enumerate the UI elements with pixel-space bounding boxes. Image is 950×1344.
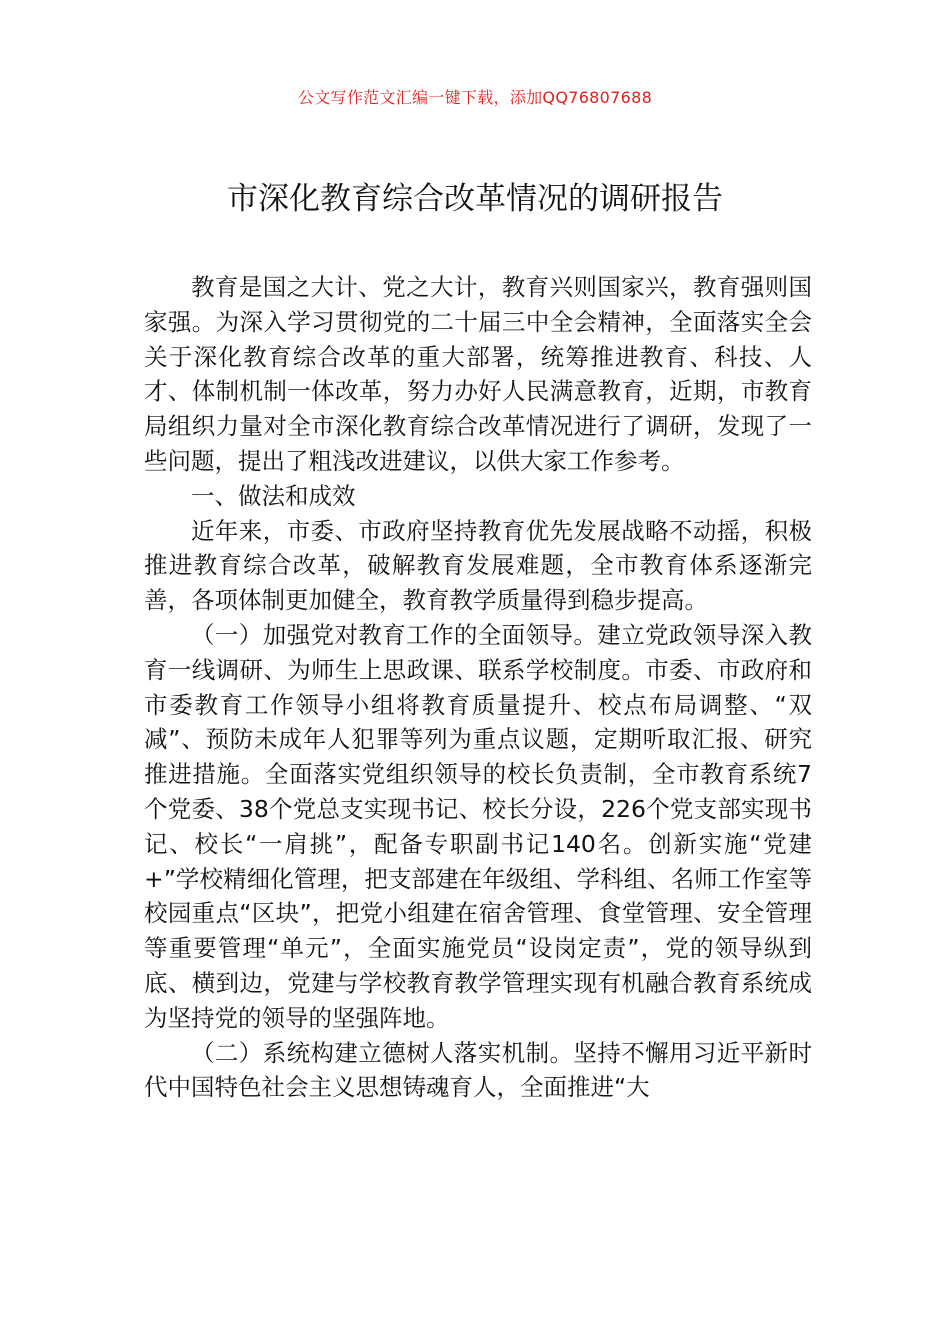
document-title: 市深化教育综合改革情况的调研报告 [227, 181, 723, 217]
download-notice: 公文写作范文汇编一键下载，添加QQ76807688 [297, 88, 653, 107]
intro-paragraph: 教育是国之大计、党之大计，教育兴则国家兴，教育强则国家强。为深入学习贯彻党的二十届三中全会精神，全面落实全会关于深化教育综合改革的重大部署，统筹推进教育、科技、人才、体制机制一体改革，努力办好人民满意教育，近期，市教育局组织力量对全市深化教育综合改革情况进行了调研，发现了一些问题，提出了粗浅改进建议，以供大家工作参考。 [144, 273, 812, 475]
section-heading: 一、做法和成效 [191, 481, 356, 510]
subsection-2-paragraph: （二）系统构建立德树人落实机制。坚持不懈用习近平新时代中国特色社会主义思想铸魂育人，全面推进“大 [144, 1038, 812, 1102]
subsection-1-paragraph: （一）加强党对教育工作的全面领导。建立党政领导深入教育一线调研、为师生上思政课、联系学校制度。市委、市政府和市委教育工作领导小组将教育质量提升、校点布局调整、“双减”、预防未成年人犯罪等列为重点议题，定期听取汇报、研究推进措施。全面落实党组织领导的校长负责制，全市教育系统7个党委、38个党总支实现书记、校长分设，226个党支部实现书记、校长“一肩挑”，配备专职副书记140名。创新实施“党建+”学校精细化管理，把支部建在年级组、学科组、名师工作室等校园重点“区块”，把党小组建在宿舍管理、食堂管理、安全管理等重要管理“单元”，全面实施党员“设岗定责”，党的领导纵到底、横到边，党建与学校教育教学管理实现有机融合教育系统成为坚持党的领导的坚强阵地。 [144, 620, 812, 1032]
section-intro-paragraph: 近年来，市委、市政府坚持教育优先发展战略不动摇，积极推进教育综合改革，破解教育发展难题，全市教育体系逐渐完善，各项体制更加健全，教育教学质量得到稳步提高。 [144, 516, 812, 615]
document-body [144, 270, 812, 1105]
